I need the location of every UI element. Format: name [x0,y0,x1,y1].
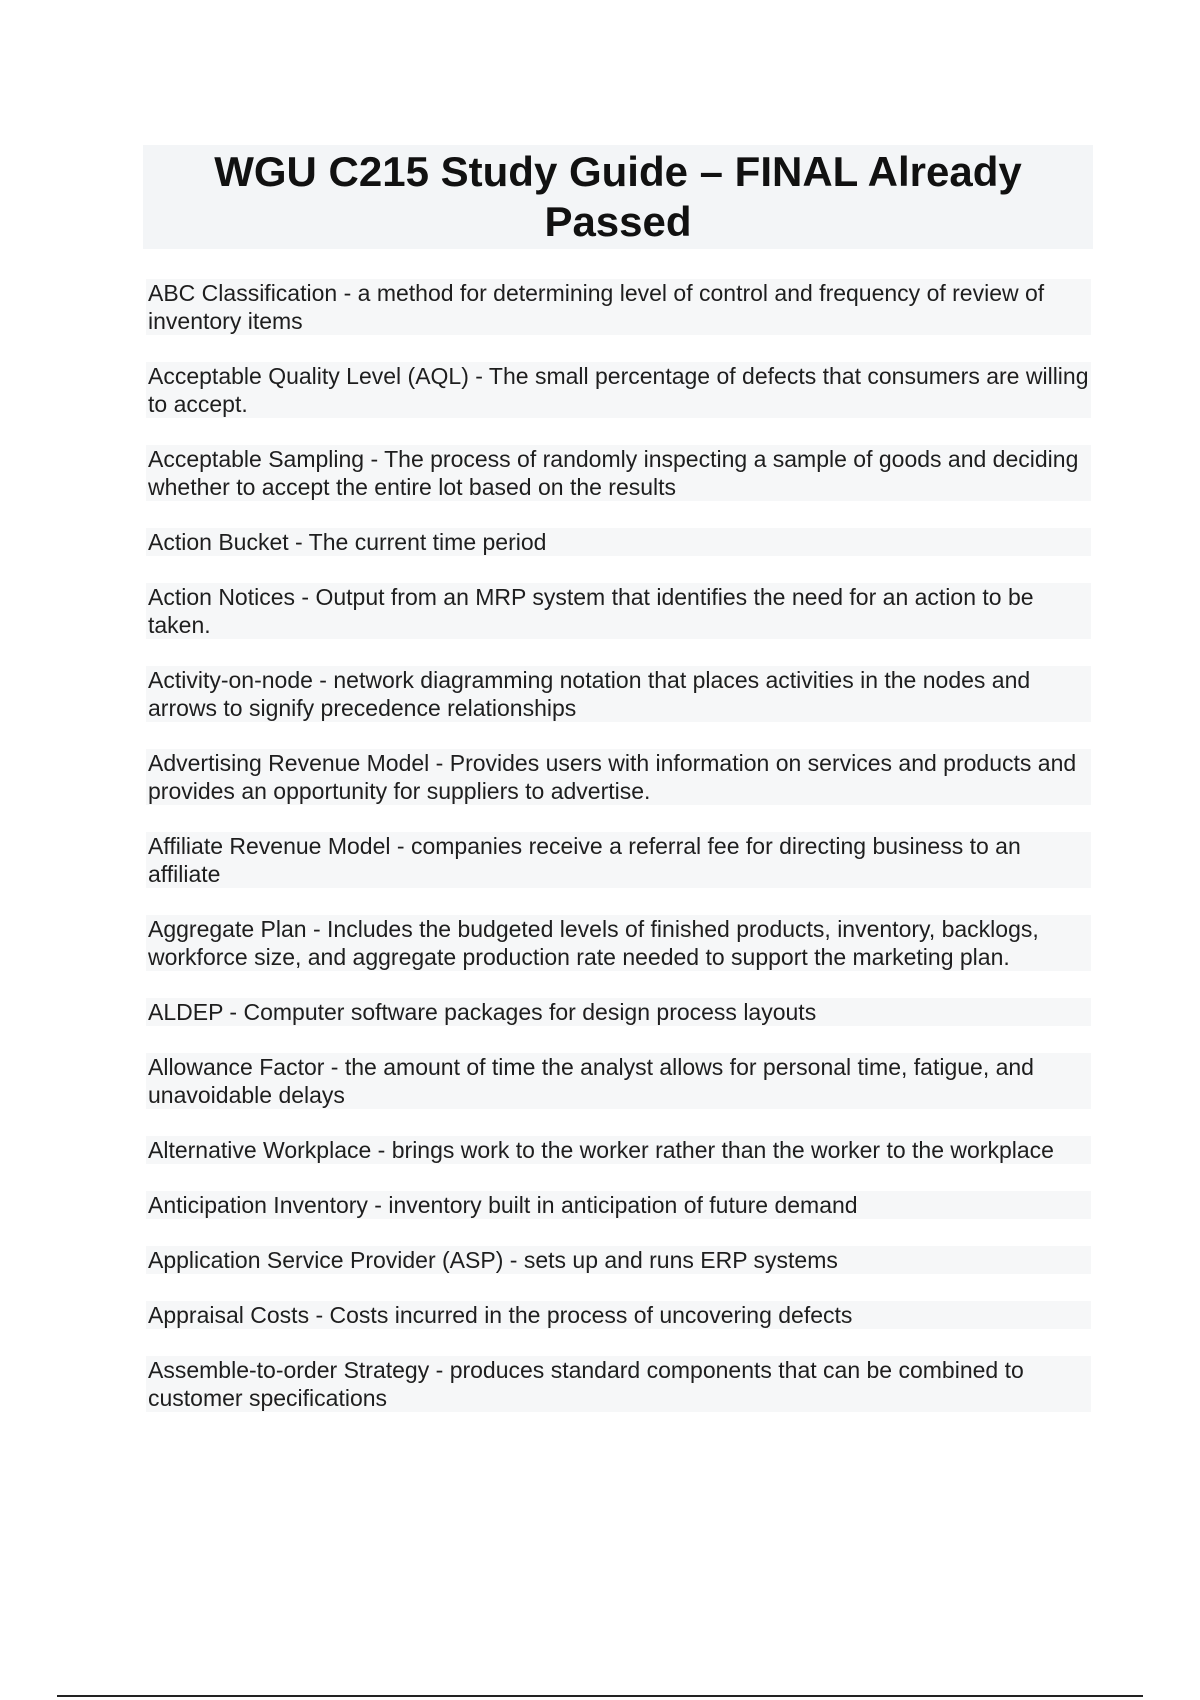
glossary-entry: Allowance Factor - the amount of time the analyst allows for personal time, fatigue, and unavoidable delays [146,1053,1091,1109]
glossary-entry: Application Service Provider (ASP) - sets up and runs ERP systems [146,1246,1091,1274]
glossary-entry: Appraisal Costs - Costs incurred in the process of uncovering defects [146,1301,1091,1329]
entry-term: Activity-on-node [148,667,313,693]
entry-definition: Includes the budgeted levels of finished products, inventory, backlogs, workforce size, and aggregate production rate needed to support the marketing plan. [148,916,1039,970]
page-title: WGU C215 Study Guide – FINAL Already Passed [214,148,1022,245]
glossary-entry: Advertising Revenue Model - Provides users with information on services and products and provides an opportunity for suppliers to advertise. [146,749,1091,805]
entry-term: Action Notices [148,584,296,610]
title-box [143,145,1093,249]
entry-definition: the amount of time the analyst allows for personal time, fatigue, and unavoidable delays [148,1054,1034,1108]
glossary-entry: ALDEP - Computer software packages for design process layouts [146,998,1091,1026]
glossary-entry: Action Notices - Output from an MRP system that identifies the need for an action to be taken. [146,583,1091,639]
entry-definition: Output from an MRP system that identifies the need for an action to be taken. [148,584,1034,638]
entry-definition: Computer software packages for design process layouts [243,999,817,1025]
entry-definition: network diagramming notation that places activities in the nodes and arrows to signify precedence relationships [148,667,1031,721]
entry-definition: Provides users with information on services and products and provides an opportunity for suppliers to advertise. [148,750,1077,804]
entry-definition: The current time period [308,529,547,555]
glossary-entry: Assemble-to-order Strategy - produces standard components that can be combined to customer specifications [146,1356,1091,1412]
entry-term: Aggregate Plan [148,916,307,942]
entry-term: Appraisal Costs [148,1302,310,1328]
entry-definition: sets up and runs ERP systems [523,1247,838,1273]
entry-term: Application Service Provider (ASP) [148,1247,504,1273]
entry-definition: produces standard components that can be combined to customer specifications [148,1357,1024,1411]
entry-definition: inventory built in anticipation of future demand [388,1192,858,1218]
glossary-entry: Alternative Workplace - brings work to the worker rather than the worker to the workplace [146,1136,1091,1164]
glossary-entry: Anticipation Inventory - inventory built in anticipation of future demand [146,1191,1091,1219]
entry-term: ALDEP [148,999,224,1025]
entry-term: Advertising Revenue Model [148,750,430,776]
entry-term: Acceptable Quality Level (AQL) [148,363,469,389]
entry-term: Allowance Factor [148,1054,325,1080]
entry-definition: companies receive a referral fee for directing business to an affiliate [148,833,1021,887]
entry-term: Alternative Workplace [148,1137,372,1163]
entry-definition: brings work to the worker rather than the worker to the workplace [391,1137,1054,1163]
footer-divider [57,1695,1143,1697]
glossary-entry: Affiliate Revenue Model - companies receive a referral fee for directing business to an affiliate [146,832,1091,888]
entry-definition: a method for determining level of control and frequency of review of inventory items [148,280,1045,334]
glossary-entry: Activity-on-node - network diagramming notation that places activities in the nodes and arrows to signify precedence relationships [146,666,1091,722]
entry-term: Assemble-to-order Strategy [148,1357,430,1383]
glossary-entry: Action Bucket - The current time period [146,528,1091,556]
entry-term: Anticipation Inventory [148,1192,368,1218]
entry-definition: The process of randomly inspecting a sample of goods and deciding whether to accept the entire lot based on the results [148,446,1079,500]
glossary-entry: ABC Classification - a method for determining level of control and frequency of review of inventory items [146,279,1091,335]
entry-term: ABC Classification [148,280,338,306]
entry-definition: Costs incurred in the process of uncovering defects [329,1302,853,1328]
entry-term: Acceptable Sampling [148,446,365,472]
glossary-entry: Acceptable Quality Level (AQL) - The small percentage of defects that consumers are willing to accept. [146,362,1091,418]
glossary-entry: Acceptable Sampling - The process of randomly inspecting a sample of goods and deciding whether to accept the entire lot based on the results [146,445,1091,501]
entry-term: Affiliate Revenue Model [148,833,391,859]
entry-definition: The small percentage of defects that consumers are willing to accept. [148,363,1089,417]
glossary-list [146,279,1091,1439]
entry-term: Action Bucket [148,529,289,555]
glossary-entry: Aggregate Plan - Includes the budgeted levels of finished products, inventory, backlogs, workforce size, and aggregate production rate needed to support the marketing plan. [146,915,1091,971]
